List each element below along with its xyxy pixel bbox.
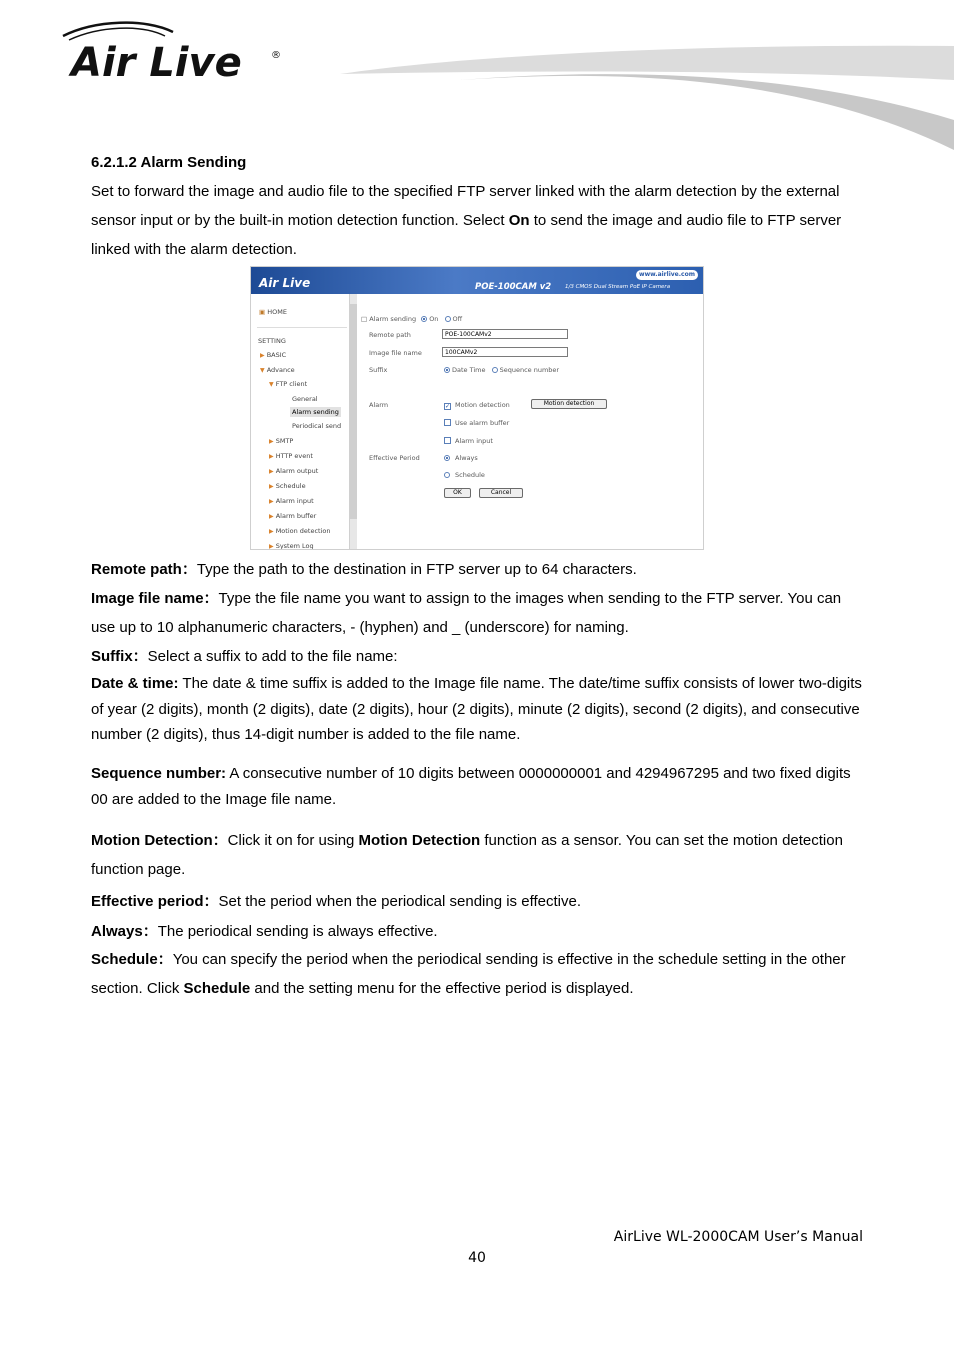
effective-period-label: Effective Period (369, 454, 420, 462)
alarm-sending-row: □ Alarm sending On Off (361, 315, 463, 323)
use-alarm-buffer-checkbox[interactable] (444, 419, 451, 426)
camera-ui-banner (251, 267, 704, 294)
sidebar-item-ftp-client[interactable]: ▼ FTP client (269, 380, 308, 388)
intro-paragraph: Set to forward the image and audio file to the specified FTP server linked with the alarm detection by the external sensor input or by the built-in motion detection function. Select On to send the image and audio file to FTP server linked with the alarm detection. (91, 183, 842, 258)
arrow-right-icon: ▶ (269, 468, 274, 475)
camera-ui-screenshot (250, 266, 704, 550)
suffix-sequence-radio[interactable] (492, 367, 498, 373)
arrow-right-icon: ▶ (269, 528, 274, 535)
camera-ui-sidebar (251, 294, 349, 550)
arrow-right-icon: ▶ (269, 543, 274, 550)
alarm-off-radio[interactable] (445, 316, 451, 322)
section-title: 6.2.1.2 Alarm Sending (91, 154, 247, 171)
sidebar-item-http-event[interactable]: ▶ HTTP event (269, 452, 313, 460)
sidebar-item-system-log[interactable]: ▶ System Log (269, 542, 314, 550)
sidebar-label-setting: SETTING (258, 337, 286, 345)
camera-ui-logo: Air Live (259, 276, 311, 290)
image-file-name-input[interactable]: 100CAMv2 (442, 347, 568, 357)
camera-model: POE-100CAM v2 (475, 282, 552, 292)
arrow-down-icon: ▼ (260, 367, 265, 374)
alarm-sending-form (357, 294, 704, 550)
sidebar-item-motion-detection[interactable]: ▶ Motion detection (269, 527, 331, 535)
always-option: Always (444, 454, 478, 462)
remote-path-label: Remote path (369, 331, 411, 339)
sidebar-scrollbar[interactable] (349, 294, 357, 550)
sidebar-item-schedule[interactable]: ▶ Schedule (269, 482, 306, 490)
sidebar-item-advance[interactable]: ▼ Advance (260, 366, 295, 374)
date-time-description: Date & time: The date & time suffix is added to the Image file name. The date/time suffix consists of lower two-digits of year (2 digits), month (2 digits), date (2 digits), hour (2 digits), minute (2 digits), second (2 digits), and consecutive number (2 digits), thus 14-digit number is added to the file name. (91, 675, 862, 743)
effective-period-description: Effective period：Set the period when the periodical sending is effective. (91, 892, 581, 910)
alarm-input-checkbox[interactable] (444, 437, 451, 444)
arrow-right-icon: ▶ (260, 352, 265, 359)
suffix-options: Date Time Sequence number (444, 366, 559, 374)
schedule-radio[interactable] (444, 472, 450, 478)
sequence-number-description: Sequence number: A consecutive number of 10 digits between 0000000001 and 4294967295 and two fixed digits 00 are added to the Image file name. (91, 764, 851, 808)
airlive-url-link[interactable]: www.airlive.com (636, 270, 698, 280)
sidebar-item-home[interactable]: ▣ HOME (259, 308, 287, 316)
alarm-label: Alarm (369, 401, 389, 409)
sidebar-item-alarm-sending[interactable]: Alarm sending (292, 408, 339, 416)
header-swoosh-decoration (340, 40, 954, 155)
image-file-name-description: Image file name：Type the file name you want to assign to the images when sending to the FTP server. You can use up to 10 alphanumeric characters, - (hyphen) and _ (underscore) for naming. (91, 590, 842, 636)
arrow-right-icon: ▶ (269, 483, 274, 490)
remote-path-description: Remote path：Type the path to the destination in FTP server up to 64 characters. (91, 561, 637, 578)
use-alarm-buffer-option: Use alarm buffer (444, 419, 509, 427)
page-number: 40 (468, 1250, 486, 1266)
sidebar-item-alarm-buffer[interactable]: ▶ Alarm buffer (269, 512, 317, 520)
airlive-logo (55, 18, 295, 88)
motion-detection-button[interactable]: Motion detection (531, 399, 607, 409)
footer-manual-title: AirLive WL-2000CAM User’s Manual (613, 1229, 863, 1245)
cancel-button[interactable]: Cancel (479, 488, 523, 498)
alarm-input-option: Alarm input (444, 437, 493, 445)
suffix-date-time-radio[interactable] (444, 367, 450, 373)
sidebar-item-smtp[interactable]: ▶ SMTP (269, 437, 294, 445)
sidebar-item-alarm-input[interactable]: ▶ Alarm input (269, 497, 314, 505)
motion-detection-checkbox[interactable]: ✓ (445, 403, 451, 410)
image-file-name-label: Image file name (369, 349, 422, 357)
alarm-on-radio[interactable] (421, 316, 427, 322)
motion-detection-option: ✓ Motion detection (445, 401, 510, 410)
ok-button[interactable]: OK (444, 488, 471, 498)
section-body (91, 148, 866, 264)
logo-text: Air Live (71, 40, 242, 86)
sidebar-item-periodical-sending[interactable]: Periodical send (292, 422, 342, 430)
arrow-right-icon: ▶ (269, 513, 274, 520)
suffix-description: Suffix：Select a suffix to add to the file name: (91, 648, 398, 665)
remote-path-input[interactable]: POE-100CAMv2 (442, 329, 568, 339)
sidebar-item-alarm-output[interactable]: ▶ Alarm output (269, 467, 319, 475)
arrow-right-icon: ▶ (269, 453, 274, 460)
schedule-option: Schedule (444, 471, 485, 479)
arrow-right-icon: ▶ (269, 438, 274, 445)
home-icon: ▣ (259, 308, 266, 316)
schedule-description: Schedule：You can specify the period when the periodical sending is effective in the schedule setting in the other section. Click Schedule and the setting menu for the effective period is displayed. (91, 950, 846, 997)
motion-detection-description: Motion Detection：Click it on for using Motion Detection function as a sensor. You can set the motion detection function page. (91, 831, 843, 878)
arrow-down-icon: ▼ (269, 381, 274, 388)
always-radio[interactable] (444, 455, 450, 461)
sidebar-item-general[interactable]: General (292, 395, 318, 403)
arrow-right-icon: ▶ (269, 498, 274, 505)
suffix-label: Suffix (369, 366, 388, 374)
collapse-box-icon: □ (361, 315, 368, 323)
sidebar-item-basic[interactable]: ▶ BASIC (260, 351, 287, 359)
svg-text:®: ® (271, 50, 281, 61)
field-descriptions (91, 555, 866, 1003)
camera-model-desc: 1/3 CMOS Dual Stream PoE IP Camera (565, 284, 671, 290)
always-description: Always：The periodical sending is always effective. (91, 922, 438, 940)
